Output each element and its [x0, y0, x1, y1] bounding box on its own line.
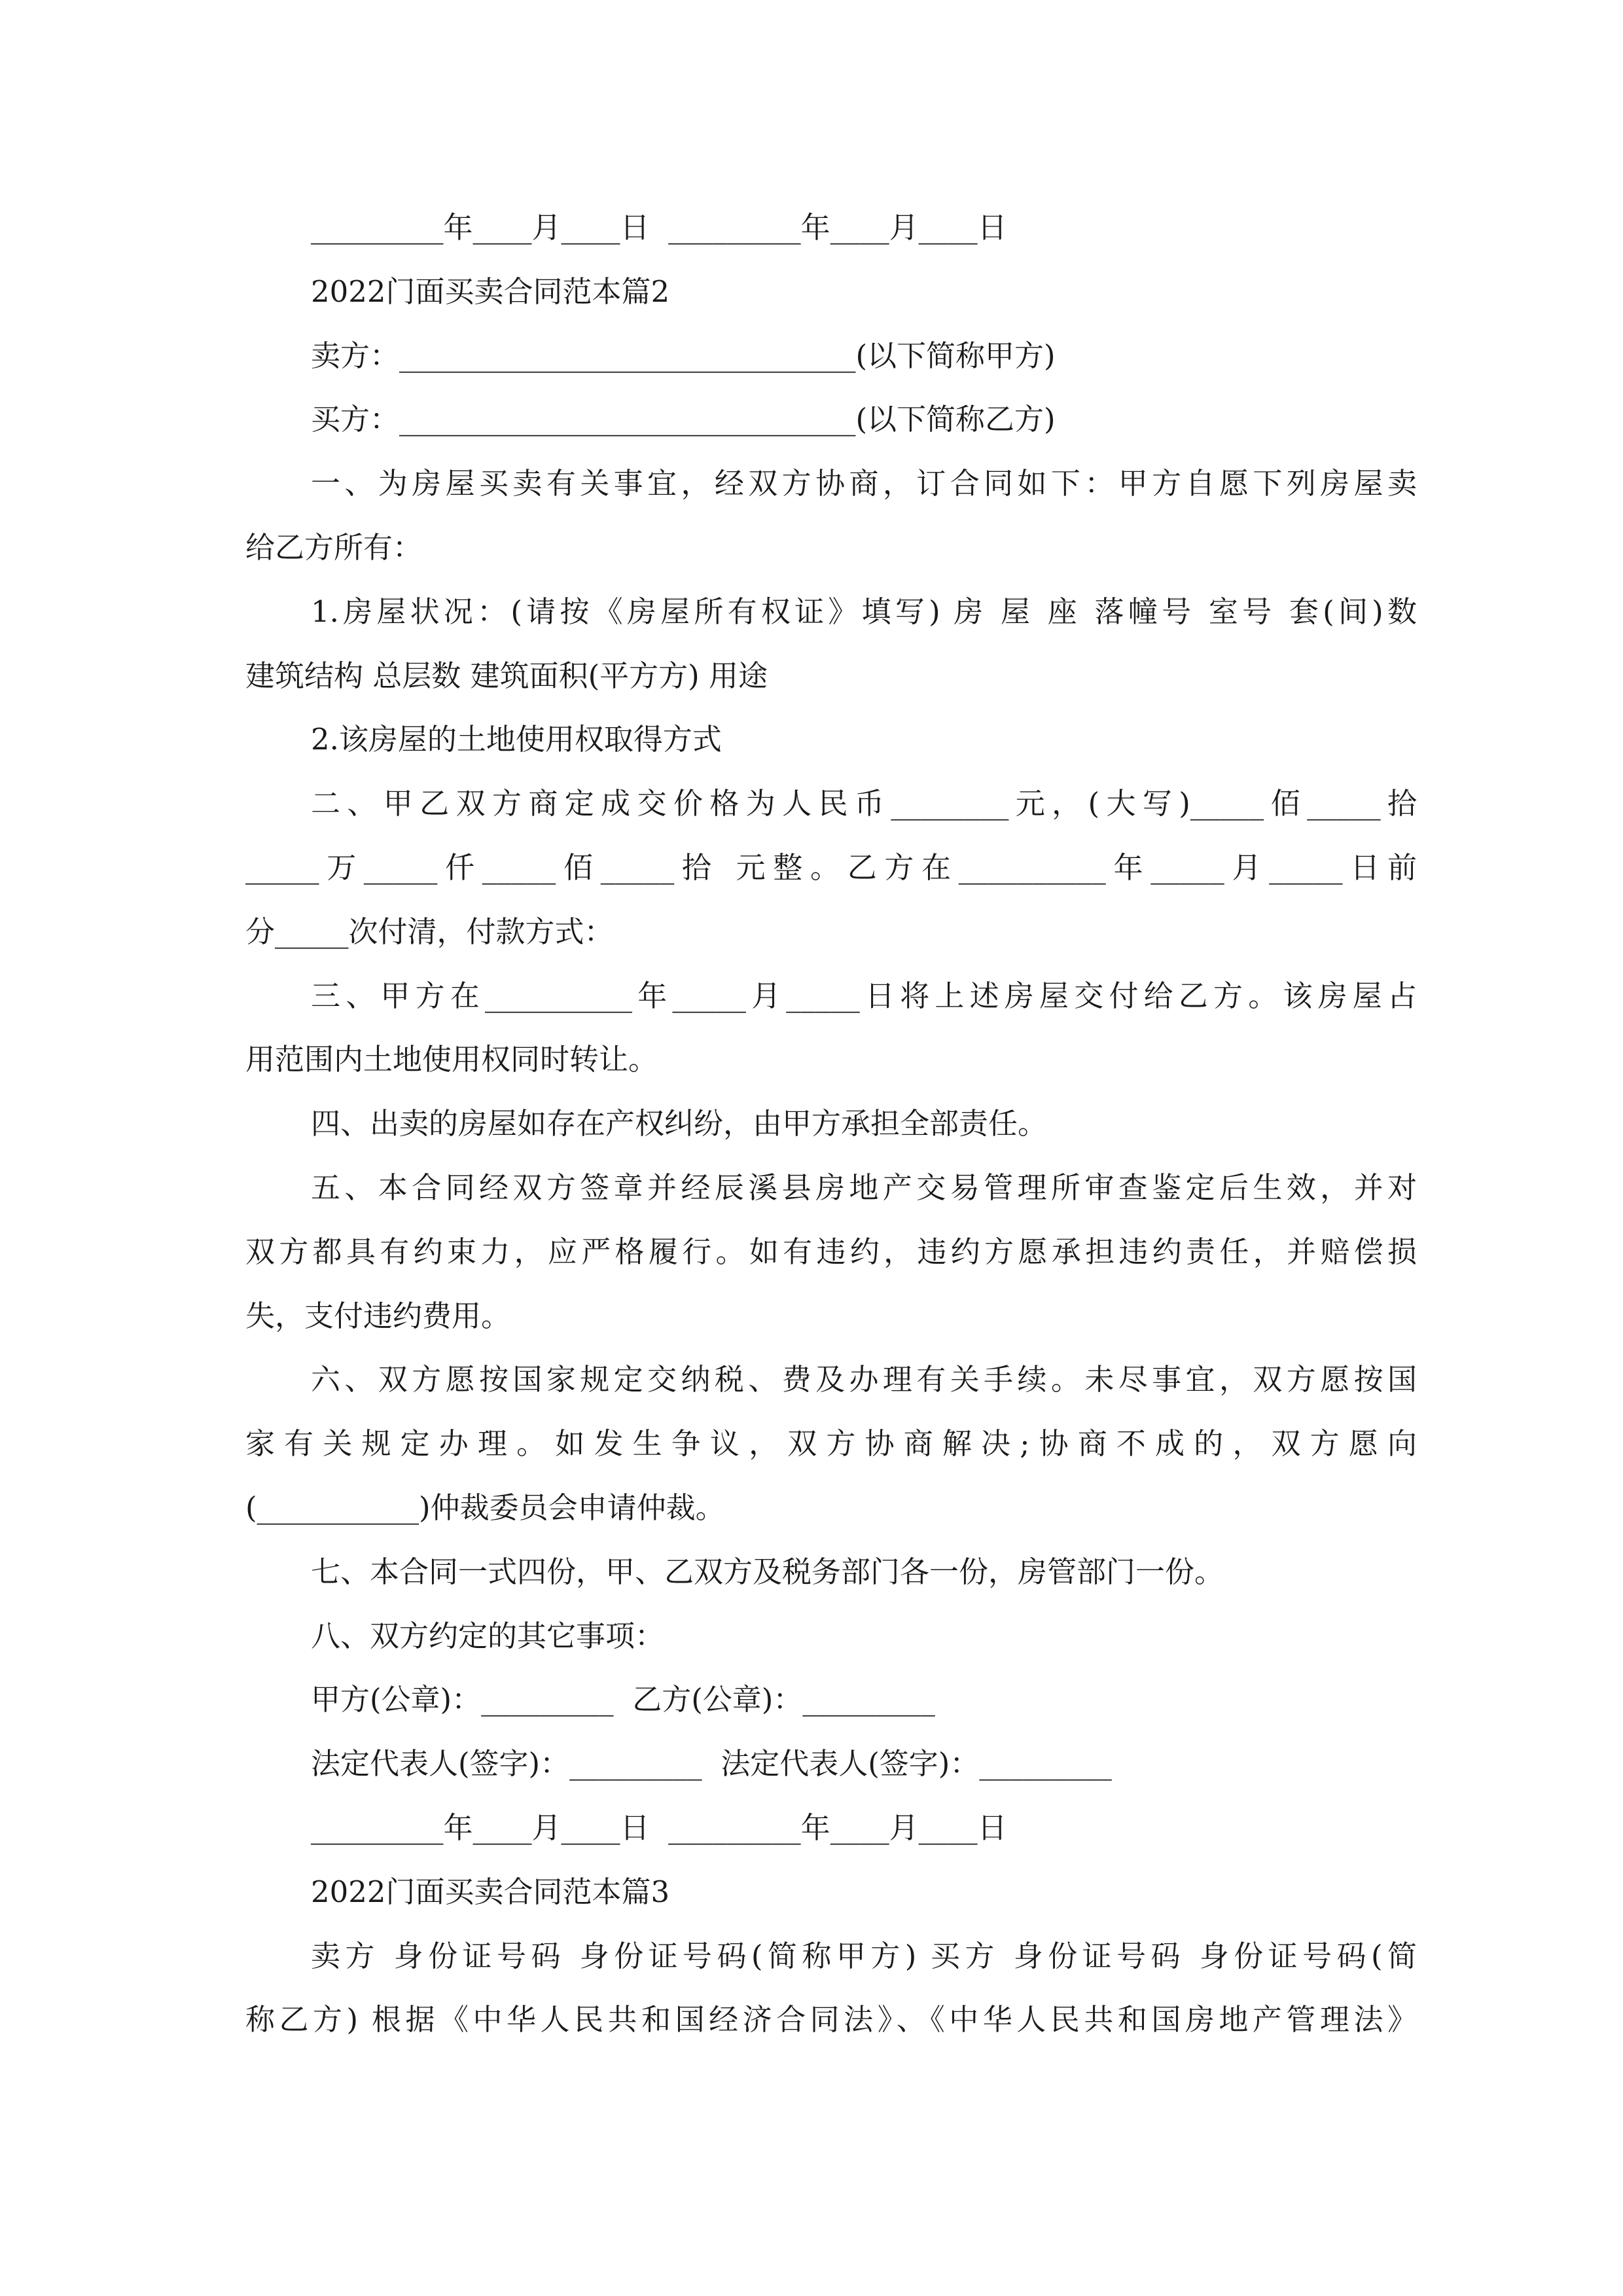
text-line: 二、甲乙双方商定成交价格为人民币________元，(大写)_____佰_____拾: [311, 786, 1417, 821]
text-line: 给乙方所有：: [245, 530, 423, 565]
text-line: 四、出卖的房屋如存在产权纠纷，由甲方承担全部责任。: [311, 1106, 1048, 1141]
text-line: 八、双方约定的其它事项：: [311, 1619, 665, 1653]
text-line: 分_____次付清，付款方式：: [245, 914, 614, 949]
text-line: 五、本合同经双方签章并经辰溪县房地产交易管理所审查鉴定后生效，并对: [311, 1170, 1417, 1205]
text-line: 买方：_______________________________(以下简称乙方): [311, 402, 1056, 437]
text-line: 称乙方) 根据《中华人民共和国经济合同法》、《中华人民共和国房地产管理法》: [245, 2002, 1417, 2037]
text-line: 失，支付违约费用。: [245, 1299, 511, 1333]
text-line: 2022门面买卖合同范本篇3: [311, 1874, 670, 1909]
text-line: (___________)仲裁委员会申请仲裁。: [245, 1490, 725, 1525]
text-line: _________年____月____日 _________年____月____日: [311, 1810, 1007, 1845]
text-line: 2.该房屋的土地使用权取得方式: [311, 722, 722, 757]
text-line: 七、本合同一式四份，甲、乙双方及税务部门各一份，房管部门一份。: [311, 1554, 1224, 1589]
text-line: 甲方(公章)：_________ 乙方(公章)：_________: [311, 1682, 935, 1717]
text-line: 三、甲方在__________年_____月_____日将上述房屋交付给乙方。该房屋占: [311, 978, 1417, 1013]
text-line: 家有关规定办理。如发生争议，双方协商解决;协商不成的，双方愿向: [245, 1426, 1417, 1461]
text-line: 1.房屋状况：(请按《房屋所有权证》填写) 房 屋 座 落幢号 室号 套(间)数: [311, 594, 1417, 629]
text-line: 卖方：_______________________________(以下简称甲方): [311, 338, 1056, 373]
text-line: _____万_____仟_____佰_____拾 元整。乙方在__________年_____月_____日前: [245, 850, 1417, 885]
text-line: 建筑结构 总层数 建筑面积(平方方) 用途: [245, 658, 768, 693]
text-line: 一、为房屋买卖有关事宜，经双方协商，订合同如下：甲方自愿下列房屋卖: [311, 466, 1417, 501]
text-line: 六、双方愿按国家规定交纳税、费及办理有关手续。未尽事宜，双方愿按国: [311, 1362, 1417, 1397]
text-line: _________年____月____日 _________年____月____日: [311, 210, 1007, 245]
text-line: 法定代表人(签字)：_________ 法定代表人(签字)：_________: [311, 1746, 1112, 1781]
text-line: 卖方 身份证号码 身份证号码(简称甲方) 买方 身份证号码 身份证号码(简: [311, 1939, 1417, 1973]
text-line: 用范围内土地使用权同时转让。: [245, 1042, 658, 1077]
text-line: 双方都具有约束力，应严格履行。如有违约，违约方愿承担违约责任，并赔偿损: [245, 1234, 1417, 1269]
text-line: 2022门面买卖合同范本篇2: [311, 274, 670, 309]
